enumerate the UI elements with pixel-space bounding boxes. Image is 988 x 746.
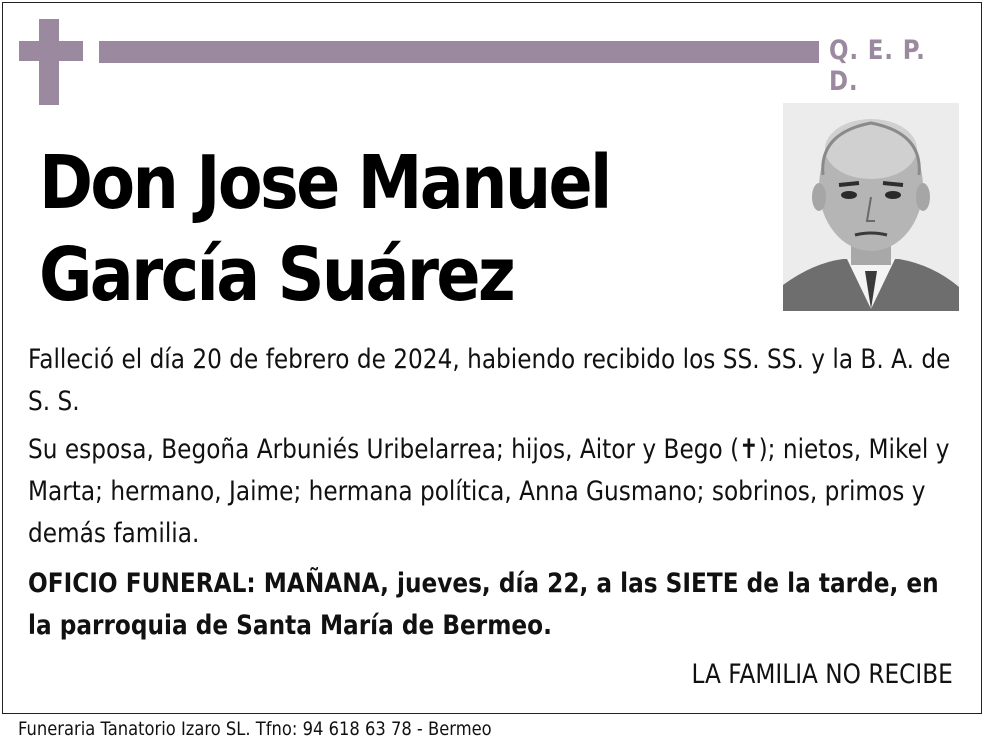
deceased-name (39, 137, 610, 321)
closing-note: LA FAMILIA NO RECIBE (691, 659, 953, 690)
cross-icon-vertical (39, 19, 59, 105)
funeral-mass-text: OFICIO FUNERAL: MAÑANA, jueves, día 22, a las SIETE de la tarde, en la parroquia de Santa María de Bermeo. (28, 568, 939, 641)
name-line-2: García Suárez (39, 232, 514, 318)
obituary-card (2, 2, 982, 714)
name-line-1: Don Jose Manuel (39, 140, 610, 226)
cross-icon-horizontal (19, 41, 83, 61)
family-list-text: Su esposa, Begoña Arbuniés Uribelarrea; hijos, Aitor y Bego (✝); nietos, Mikel y Marta; hermano, Jaime; hermana política, Anna Gusmano; sobrinos, primos y demás familia. (28, 434, 950, 549)
qepd-label: Q. E. P. D. (829, 35, 926, 97)
header-bar (99, 41, 819, 63)
death-notice-text: Falleció el día 20 de febrero de 2024, habiendo recibido los SS. SS. y la B. A. de S. S. (28, 344, 951, 417)
portrait-illustration (783, 103, 959, 311)
portrait-photo (783, 103, 959, 311)
funeral-home-footer: Funeraria Tanatorio Izaro SL. Tfno: 94 618 63 78 - Bermeo (18, 718, 492, 740)
